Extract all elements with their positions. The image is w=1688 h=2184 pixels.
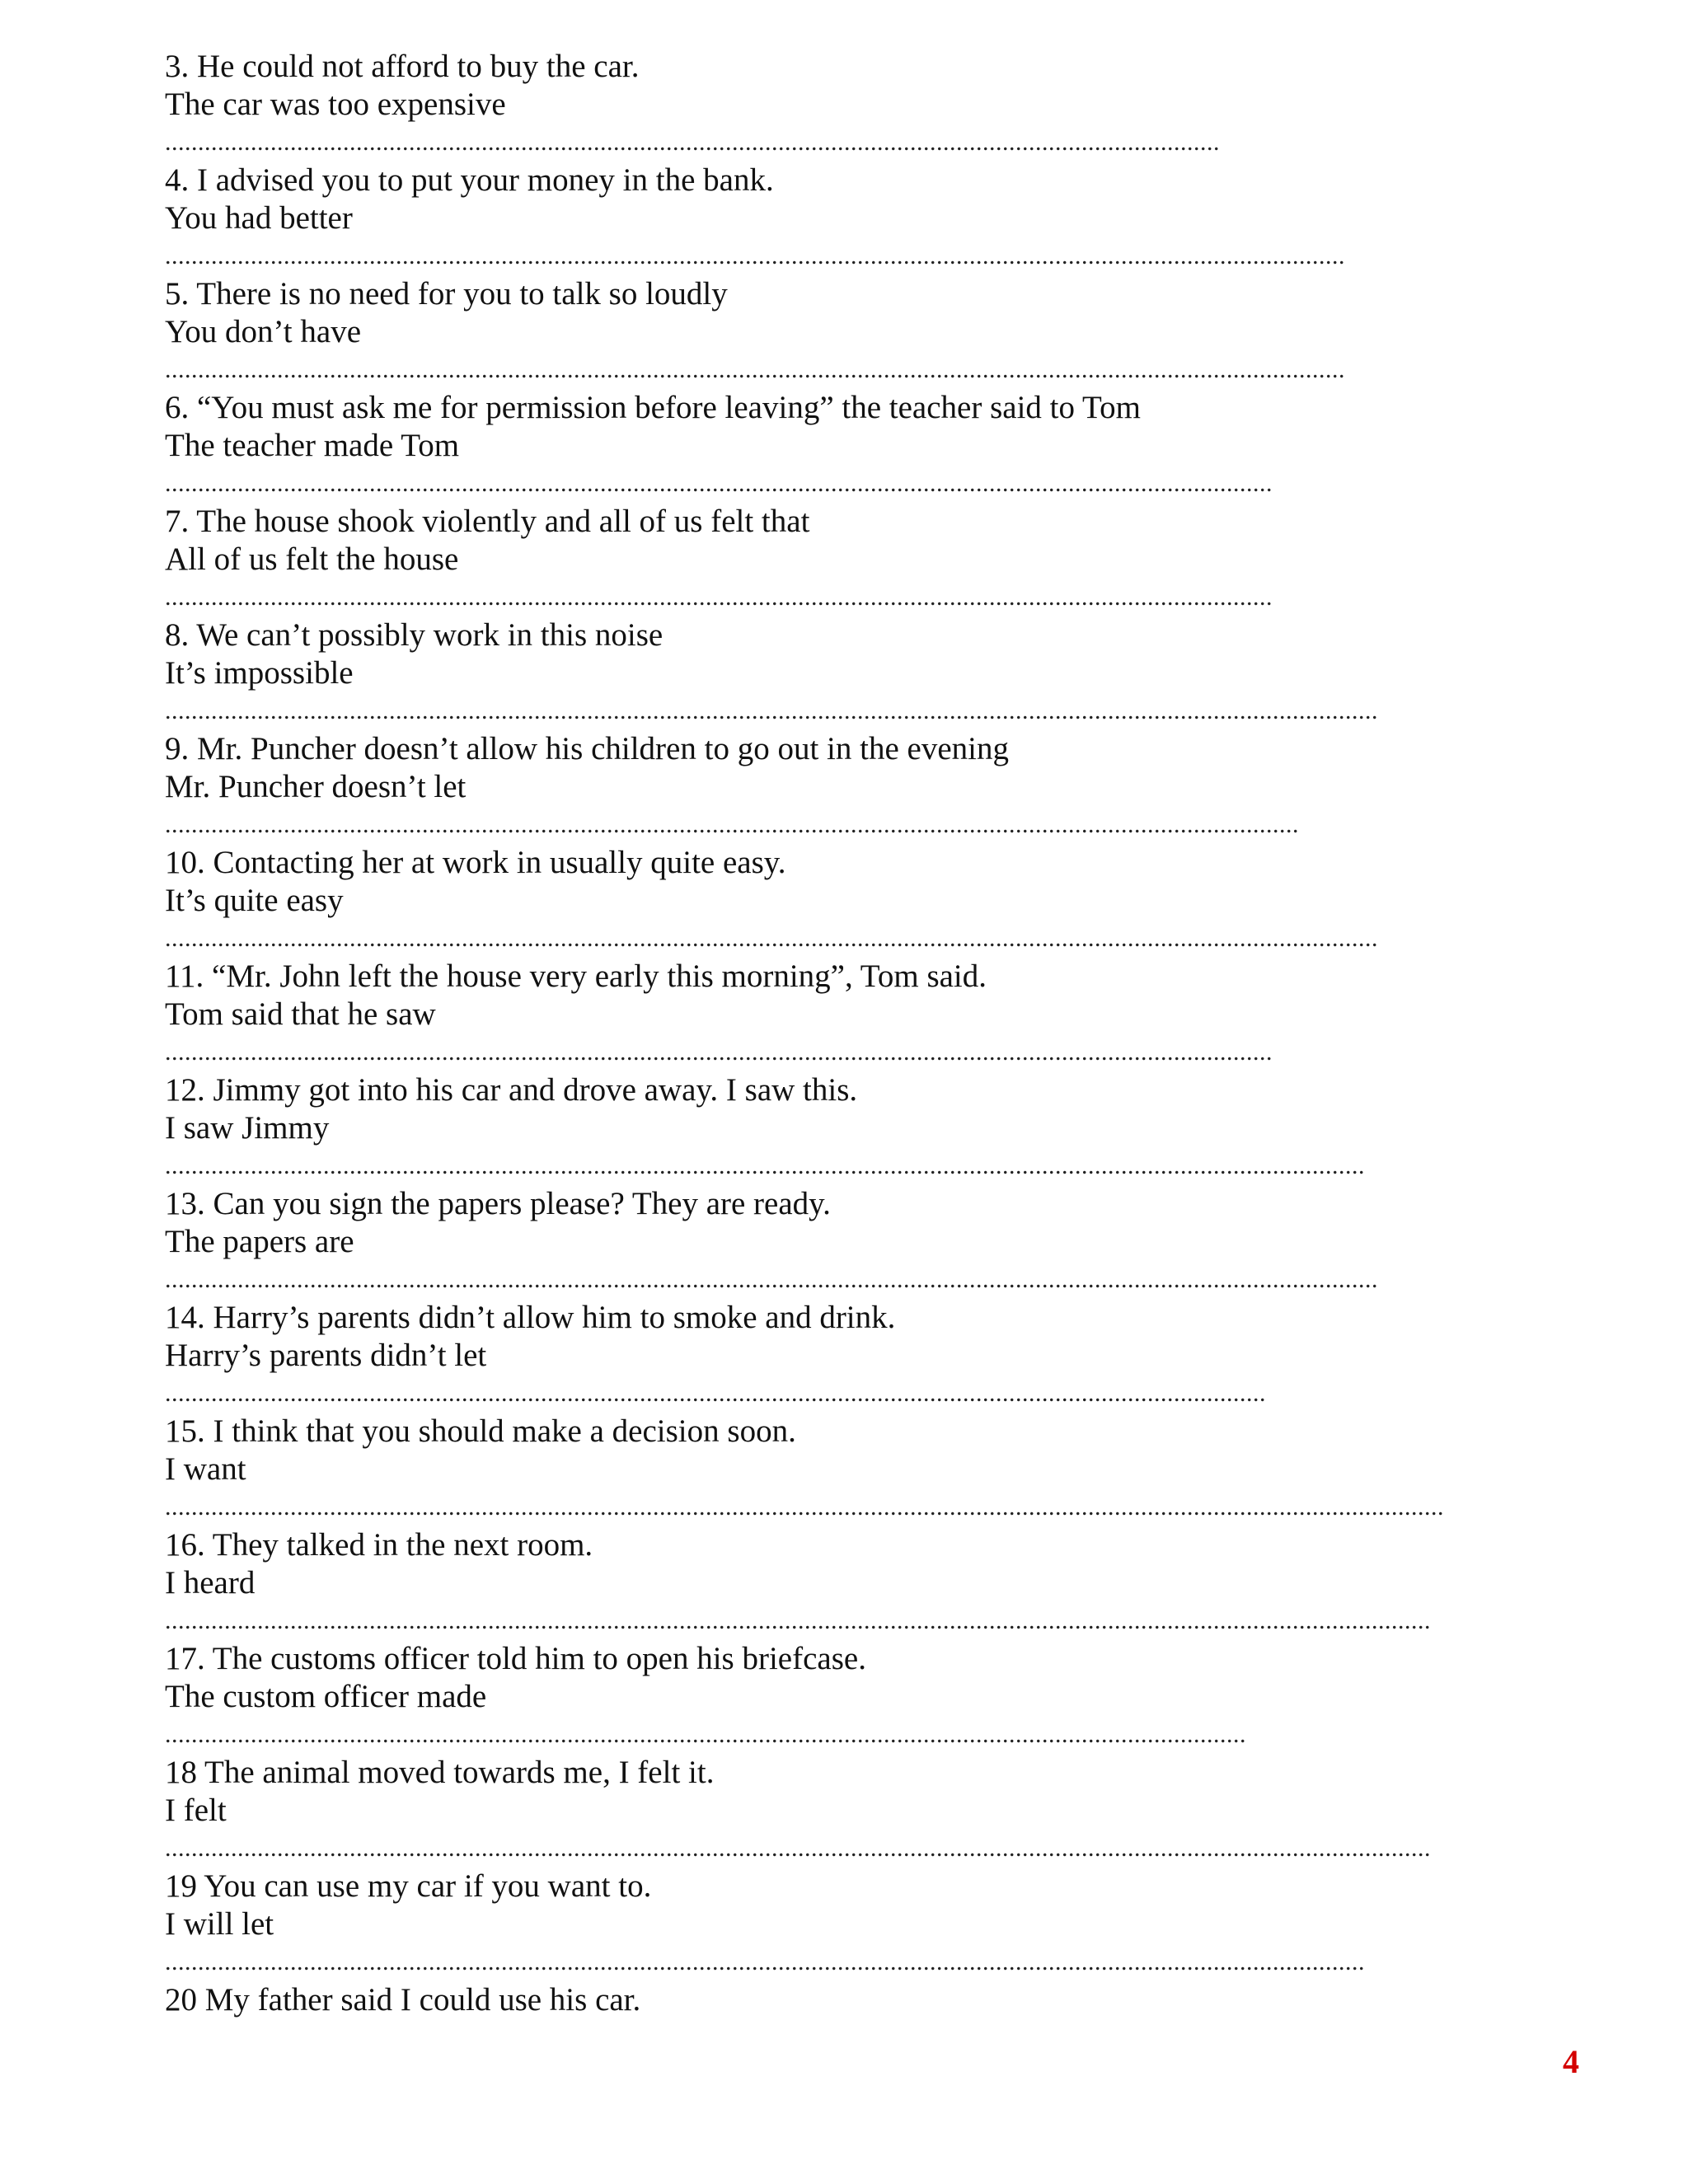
exercise-6 — [165, 389, 1582, 503]
exercise-starter: I felt — [165, 1793, 227, 1828]
exercise-14 — [165, 1299, 1582, 1413]
exercise-starter: I want — [165, 1451, 246, 1487]
exercise-13 — [165, 1185, 1582, 1299]
exercise-4 — [165, 162, 1582, 275]
exercise-16 — [165, 1526, 1582, 1640]
exercise-12 — [165, 1071, 1582, 1185]
exercise-page — [165, 48, 1582, 2019]
exercise-10 — [165, 844, 1582, 958]
exercise-prompt: 4. I advised you to put your money in the bank. — [165, 162, 774, 198]
exercise-starter: I heard — [165, 1565, 256, 1601]
exercise-prompt: 19 You can use my car if you want to. — [165, 1868, 652, 1904]
answer-line[interactable]: .................................................................................................................................................................... — [165, 1721, 1246, 1748]
answer-line[interactable]: ...................................................................................................................................................................................... — [165, 1948, 1365, 1975]
exercise-starter: You don’t have — [165, 314, 361, 349]
answer-line[interactable]: ................................................................................................................................................................................... — [165, 242, 1345, 269]
exercise-17 — [165, 1640, 1582, 1754]
exercise-prompt: 20 My father said I could use his car. — [165, 1982, 641, 2018]
exercise-prompt: 15. I think that you should make a decision soon. — [165, 1413, 796, 1449]
exercise-prompt: 3. He could not afford to buy the car. — [165, 49, 640, 84]
answer-line[interactable]: ........................................................................................................................................................................................ — [165, 697, 1378, 724]
exercise-11 — [165, 958, 1582, 1071]
answer-line[interactable]: ................................................................................................................................................................ — [165, 129, 1220, 156]
exercise-5 — [165, 275, 1582, 389]
exercise-9 — [165, 730, 1582, 844]
exercise-prompt: 14. Harry’s parents didn’t allow him to smoke and drink. — [165, 1300, 896, 1335]
exercise-prompt: 17. The customs officer told him to open his briefcase. — [165, 1641, 866, 1676]
exercise-prompt: 5. There is no need for you to talk so loudly — [165, 276, 728, 312]
exercise-15 — [165, 1413, 1582, 1526]
exercise-starter: The teacher made Tom — [165, 428, 460, 463]
exercise-starter: The papers are — [165, 1224, 354, 1259]
answer-line[interactable]: ................................................................................................................................................................................................ — [165, 1835, 1431, 1862]
answer-line[interactable]: ........................................................................................................................................................................ — [165, 583, 1273, 611]
exercise-prompt: 11. “Mr. John left the house very early this morning”, Tom said. — [165, 958, 987, 994]
exercise-starter: The car was too expensive — [165, 87, 506, 122]
exercise-prompt: 8. We can’t possibly work in this noise — [165, 617, 663, 653]
exercise-prompt: 6. “You must ask me for permission before leaving” the teacher said to Tom — [165, 390, 1141, 425]
exercise-8 — [165, 616, 1582, 730]
exercise-20 — [165, 1981, 1582, 2019]
exercise-prompt: 7. The house shook violently and all of us felt that — [165, 504, 810, 539]
exercise-starter: It’s impossible — [165, 655, 354, 691]
exercise-18 — [165, 1754, 1582, 1868]
answer-line[interactable]: ........................................................................................................................................................................ — [165, 1038, 1273, 1066]
exercise-19 — [165, 1868, 1582, 1981]
exercise-7 — [165, 503, 1582, 616]
page-number: 4 — [1563, 2043, 1579, 2080]
answer-line[interactable]: ........................................................................................................................................................................................ — [165, 925, 1378, 952]
exercise-starter: All of us felt the house — [165, 541, 459, 577]
exercise-3 — [165, 48, 1582, 162]
exercise-starter: You had better — [165, 200, 353, 236]
exercise-starter: The custom officer made — [165, 1679, 487, 1714]
answer-line[interactable]: ................................................................................................................................................................................................ — [165, 1607, 1431, 1634]
answer-line[interactable]: ........................................................................................................................................................................................ — [165, 1266, 1378, 1293]
answer-line[interactable]: ...................................................................................................................................................................................... — [165, 1152, 1365, 1179]
exercise-prompt: 18 The animal moved towards me, I felt it. — [165, 1755, 715, 1790]
exercise-starter: Mr. Puncher doesn’t let — [165, 769, 467, 804]
exercise-prompt: 9. Mr. Puncher doesn’t allow his children to go out in the evening — [165, 731, 1009, 766]
exercise-prompt: 13. Can you sign the papers please? They are ready. — [165, 1186, 831, 1221]
answer-line[interactable]: ................................................................................................................................................................................... — [165, 356, 1345, 383]
exercise-starter: Harry’s parents didn’t let — [165, 1338, 487, 1373]
exercise-prompt: 16. They talked in the next room. — [165, 1527, 593, 1563]
exercise-prompt: 12. Jimmy got into his car and drove away. I saw this. — [165, 1072, 858, 1108]
answer-line[interactable]: ........................................................................................................................................................................ — [165, 470, 1273, 497]
exercise-prompt: 10. Contacting her at work in usually quite easy. — [165, 845, 786, 880]
exercise-starter: I saw Jimmy — [165, 1110, 330, 1146]
exercise-starter: Tom said that he saw — [165, 996, 436, 1032]
answer-line[interactable]: .................................................................................................................................................................................................. — [165, 1493, 1444, 1521]
exercise-starter: I will let — [165, 1906, 274, 1942]
exercise-starter: It’s quite easy — [165, 883, 344, 918]
answer-line[interactable]: ....................................................................................................................................................................... — [165, 1380, 1266, 1407]
answer-line[interactable]: ............................................................................................................................................................................ — [165, 811, 1299, 838]
